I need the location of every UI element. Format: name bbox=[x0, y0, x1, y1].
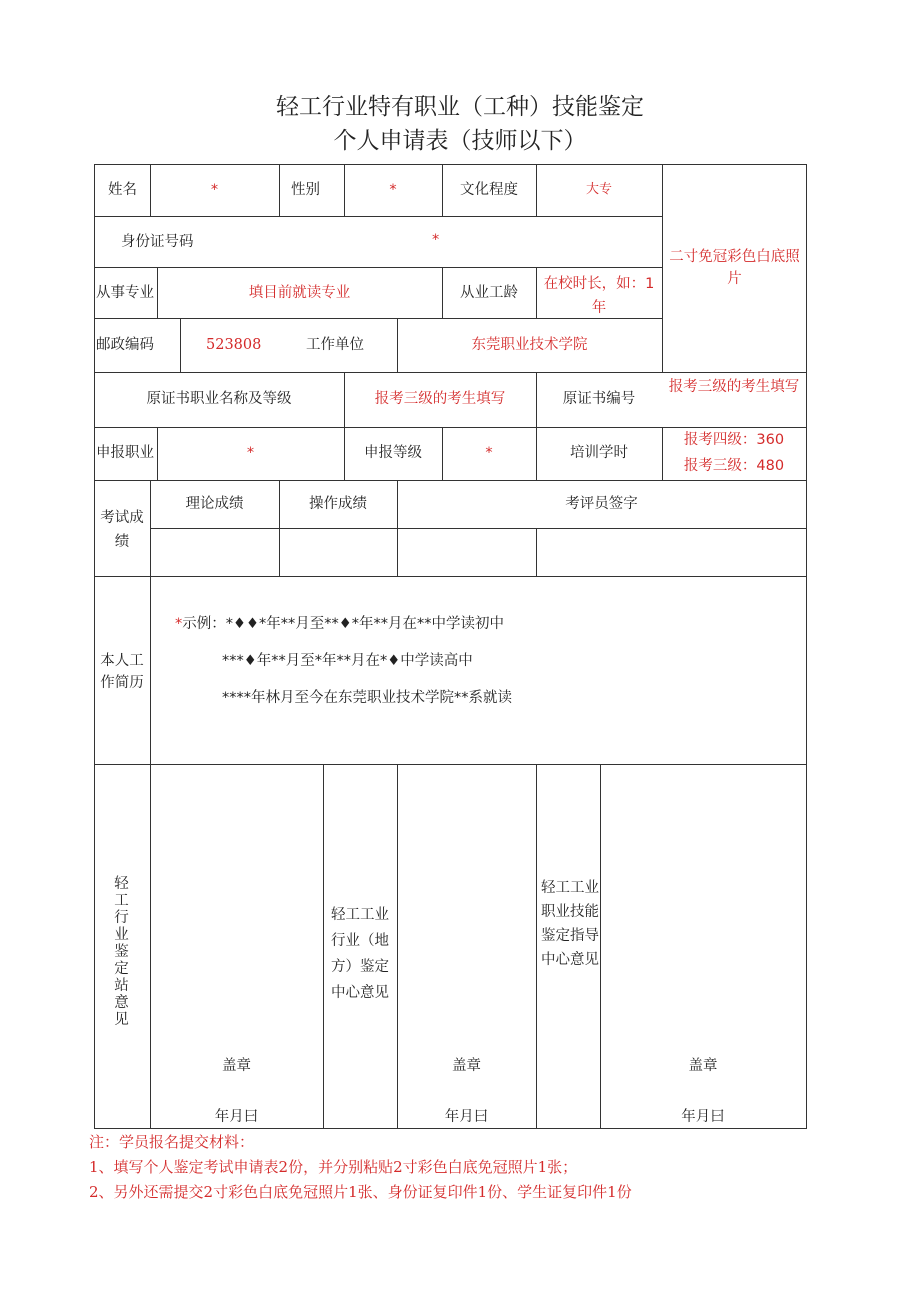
training-hours-label: 培训学时 bbox=[570, 445, 628, 461]
practice-score-label: 操作成绩 bbox=[309, 496, 367, 512]
id-number-value[interactable]: * bbox=[432, 232, 440, 248]
major-value[interactable]: 填目前就读专业 bbox=[248, 285, 351, 301]
apply-occupation-label: 申报职业 bbox=[96, 445, 154, 461]
gender-label: 性别 bbox=[291, 182, 320, 198]
resume-line-1-text: 示例：*♦♦*年**月至**♦*年**月在**中学读初中 bbox=[182, 616, 504, 632]
major-label: 从事专业 bbox=[96, 285, 154, 301]
guidance-opinion-label: 轻工工业职业技能鉴定指导中心意见 bbox=[541, 880, 599, 968]
examiner-signature-input-2[interactable] bbox=[537, 529, 805, 575]
apply-level-value[interactable]: * bbox=[485, 445, 493, 461]
form-title-line1: 轻工行业特有职业（工种）技能鉴定 bbox=[276, 94, 644, 120]
station-date-label: 年月曰 bbox=[214, 1109, 259, 1125]
original-cert-number-label: 原证书编号 bbox=[562, 391, 636, 407]
resume-line-2[interactable]: ***♦年**月至*年**月在*♦中学读高中 bbox=[222, 653, 473, 669]
gender-value[interactable]: * bbox=[389, 182, 397, 198]
theory-score-label: 理论成绩 bbox=[185, 496, 244, 512]
training-hours-level3[interactable]: 报考三级：480 bbox=[683, 458, 785, 474]
name-label: 姓名 bbox=[108, 182, 137, 198]
form-title-line2: 个人申请表（技师以下） bbox=[333, 128, 587, 154]
apply-level-label: 申报等级 bbox=[364, 445, 422, 461]
education-value[interactable]: 大专 bbox=[585, 182, 612, 197]
resume-label: 本人工作简历 bbox=[100, 653, 144, 691]
center-seal-label: 盖章 bbox=[452, 1058, 481, 1074]
notes-item-1: 1、填写个人鉴定考试申请表2份，并分别粘贴2寸彩色白底免冠照片1张； bbox=[89, 1158, 578, 1176]
notes-heading: 注：学员报名提交材料： bbox=[89, 1133, 255, 1151]
resume-line-3[interactable]: ****年林月至今在东莞职业技术学院**系就读 bbox=[222, 690, 512, 706]
postcode-value[interactable]: 523808 bbox=[206, 337, 262, 353]
resume-line-1[interactable] bbox=[175, 616, 504, 633]
employer-label: 工作单位 bbox=[306, 337, 364, 353]
guidance-date-label: 年月曰 bbox=[681, 1109, 725, 1125]
apply-occupation-value[interactable]: * bbox=[246, 445, 255, 461]
examiner-signature-input-1[interactable] bbox=[398, 529, 535, 575]
notes-item-2: 2、另外还需提交2寸彩色白底免冠照片1张、身份证复印件1份、学生证复印件1份 bbox=[89, 1183, 632, 1201]
practice-score-input[interactable] bbox=[280, 529, 396, 575]
examiner-signature-label: 考评员签字 bbox=[565, 496, 638, 512]
name-value[interactable]: * bbox=[210, 182, 219, 198]
center-opinion-label: 轻工工业行业（地方）鉴定中心意见 bbox=[331, 907, 389, 1001]
theory-score-input[interactable] bbox=[151, 529, 278, 575]
exam-scores-label: 考试成绩 bbox=[100, 510, 144, 550]
center-date-label: 年月曰 bbox=[444, 1109, 489, 1125]
education-label: 文化程度 bbox=[460, 182, 518, 198]
original-cert-value[interactable]: 报考三级的考生填写 bbox=[374, 391, 506, 407]
training-hours-level4[interactable]: 报考四级：360 bbox=[683, 432, 785, 448]
work-years-value[interactable]: 在校时长，如：1年 bbox=[543, 276, 655, 316]
station-seal-label: 盖章 bbox=[222, 1058, 251, 1074]
employer-value[interactable]: 东莞职业技术学院 bbox=[471, 337, 588, 353]
resume-required-mark: * bbox=[175, 616, 183, 632]
original-cert-number-value[interactable]: 报考三级的考生填写 bbox=[668, 379, 800, 395]
station-opinion-label: 轻工行业鉴定站意见 bbox=[114, 876, 129, 1028]
postcode-label: 邮政编码 bbox=[96, 337, 154, 353]
id-number-label: 身份证号码 bbox=[121, 234, 194, 250]
work-years-label: 从业工龄 bbox=[460, 285, 518, 301]
photo-placeholder[interactable]: 二寸免冠彩色白底照片 bbox=[669, 249, 800, 287]
original-cert-label: 原证书职业名称及等级 bbox=[146, 391, 292, 407]
guidance-seal-label: 盖章 bbox=[688, 1058, 718, 1074]
